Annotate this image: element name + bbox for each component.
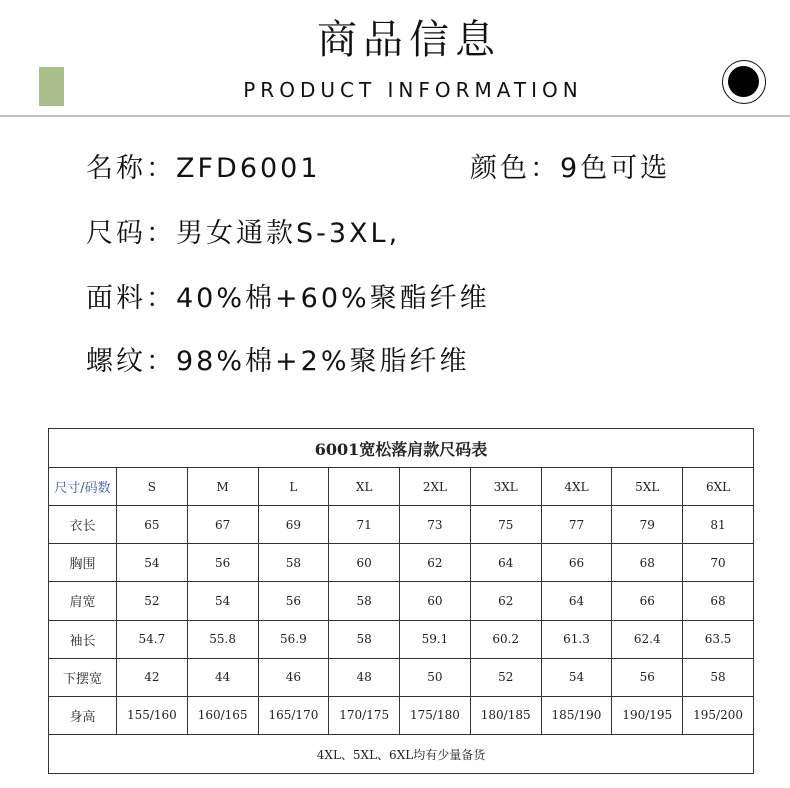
green-accent-block	[39, 67, 64, 106]
table-cell: 68	[612, 544, 683, 582]
circle-dot	[728, 66, 759, 97]
size-header-cell: L	[258, 468, 329, 506]
table-cell: 54	[117, 544, 188, 582]
table-title: 6001宽松落肩款尺码表	[49, 429, 754, 468]
table-cell: 54	[187, 582, 258, 620]
table-cell: 59.1	[400, 620, 471, 658]
table-cell: 62.4	[612, 620, 683, 658]
size-header-cell: S	[117, 468, 188, 506]
stock-note: 4XL、5XL、6XL均有少量备货	[49, 735, 754, 774]
table-cell: 195/200	[683, 696, 754, 734]
page-title: 商品信息	[317, 17, 501, 63]
size-header-cell: 5XL	[612, 468, 683, 506]
header-divider	[0, 115, 790, 117]
table-cell: 46	[258, 658, 329, 696]
table-cell: 65	[117, 506, 188, 544]
table-row	[49, 658, 754, 696]
table-cell: 58	[329, 582, 400, 620]
table-cell: 67	[187, 506, 258, 544]
table-cell: 42	[117, 658, 188, 696]
table-cell: 66	[541, 544, 612, 582]
table-row	[49, 544, 754, 582]
table-cell: 61.3	[541, 620, 612, 658]
info-size: 尺码：男女通款S-3XL,	[86, 218, 401, 249]
table-cell: 71	[329, 506, 400, 544]
table-row	[49, 582, 754, 620]
size-header-cell: XL	[329, 468, 400, 506]
table-cell: 81	[683, 506, 754, 544]
row-label-cell: 衣长	[49, 506, 117, 544]
size-table	[48, 428, 754, 774]
table-cell: 160/165	[187, 696, 258, 734]
size-header-cell: 2XL	[400, 468, 471, 506]
table-cell: 64	[470, 544, 541, 582]
table-cell: 62	[470, 582, 541, 620]
size-header-cell: 4XL	[541, 468, 612, 506]
table-cell: 69	[258, 506, 329, 544]
table-row	[49, 620, 754, 658]
table-cell: 180/185	[470, 696, 541, 734]
table-cell: 63.5	[683, 620, 754, 658]
table-cell: 50	[400, 658, 471, 696]
row-label-cell: 身高	[49, 696, 117, 734]
size-header-cell: 3XL	[470, 468, 541, 506]
table-cell: 52	[117, 582, 188, 620]
table-cell: 165/170	[258, 696, 329, 734]
circle-icon	[722, 60, 766, 104]
table-row	[49, 696, 754, 734]
row-label-cell: 袖长	[49, 620, 117, 658]
table-cell: 44	[187, 658, 258, 696]
table-note-row	[49, 735, 754, 774]
table-cell: 70	[683, 544, 754, 582]
table-cell: 54	[541, 658, 612, 696]
table-cell: 64	[541, 582, 612, 620]
table-cell: 77	[541, 506, 612, 544]
table-cell: 58	[329, 620, 400, 658]
table-cell: 75	[470, 506, 541, 544]
table-cell: 155/160	[117, 696, 188, 734]
table-header-row	[49, 468, 754, 506]
size-header-cell: M	[187, 468, 258, 506]
table-cell: 54.7	[117, 620, 188, 658]
table-cell: 56	[612, 658, 683, 696]
table-cell: 185/190	[541, 696, 612, 734]
table-cell: 52	[470, 658, 541, 696]
table-cell: 66	[612, 582, 683, 620]
table-cell: 62	[400, 544, 471, 582]
info-name: 名称：ZFD6001	[86, 153, 321, 184]
table-cell: 60	[329, 544, 400, 582]
table-cell: 56	[187, 544, 258, 582]
table-cell: 48	[329, 658, 400, 696]
info-rib: 螺纹：98%棉+2%聚脂纤维	[86, 346, 470, 377]
table-cell: 175/180	[400, 696, 471, 734]
page-subtitle: PRODUCT INFORMATION	[243, 78, 583, 102]
header-label-cell: 尺寸/码数	[49, 468, 117, 506]
info-color: 颜色：9色可选	[470, 153, 671, 184]
table-cell: 58	[258, 544, 329, 582]
size-header-cell: 6XL	[683, 468, 754, 506]
info-fabric: 面料：40%棉+60%聚酯纤维	[86, 283, 490, 314]
table-row	[49, 506, 754, 544]
table-cell: 190/195	[612, 696, 683, 734]
table-cell: 170/175	[329, 696, 400, 734]
row-label-cell: 下摆宽	[49, 658, 117, 696]
table-cell: 56.9	[258, 620, 329, 658]
table-cell: 79	[612, 506, 683, 544]
table-cell: 55.8	[187, 620, 258, 658]
row-label-cell: 胸围	[49, 544, 117, 582]
table-caption-row	[49, 429, 754, 468]
table-cell: 73	[400, 506, 471, 544]
table-cell: 58	[683, 658, 754, 696]
table-cell: 68	[683, 582, 754, 620]
row-label-cell: 肩宽	[49, 582, 117, 620]
table-cell: 60	[400, 582, 471, 620]
table-cell: 60.2	[470, 620, 541, 658]
table-cell: 56	[258, 582, 329, 620]
